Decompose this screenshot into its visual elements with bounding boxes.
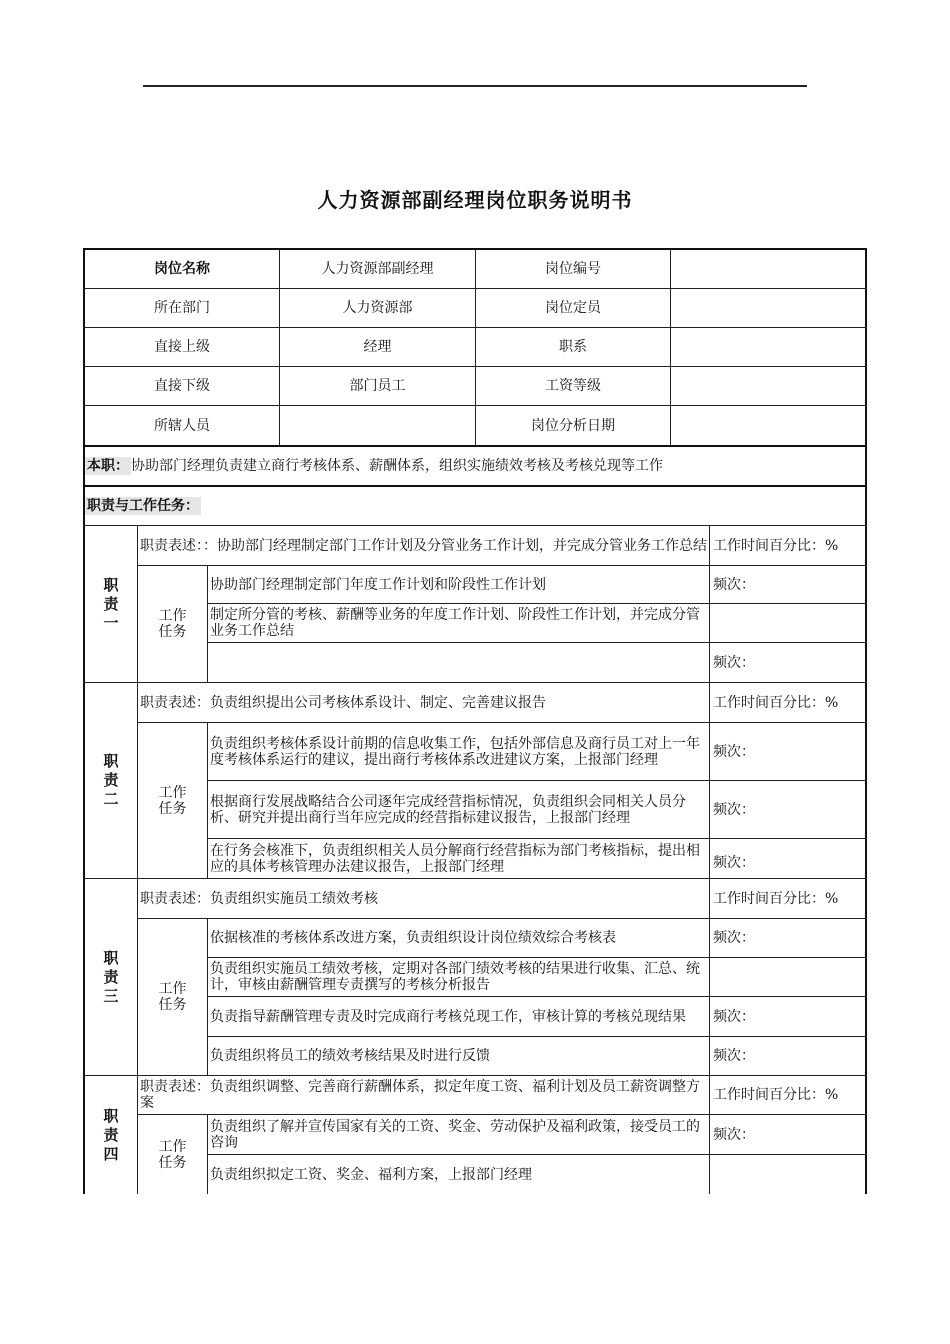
duty-1-label: 职 责 一 [103, 575, 119, 632]
label-job-family: 职系 [559, 339, 587, 355]
duty-3-task-4: 负责组织将员工的绩效考核结果及时进行反馈 [210, 1048, 490, 1064]
value-position-code [671, 250, 865, 288]
summary-text: 协助部门经理负责建立商行考核体系、薪酬体系，组织实施绩效考核及考核兑现等工作 [131, 458, 663, 474]
duty-1-description: 职责表述：：协助部门经理制定部门工作计划及分管业务工作计划，并完成分管业务工作总结 [140, 537, 707, 554]
duty-2-task-1-frequency: 频次： [713, 743, 755, 760]
duty-3-task-1: 依据核准的考核体系改进方案，负责组织设计岗位绩效综合考核表 [210, 930, 616, 946]
value-job-family [671, 328, 865, 366]
value-analysis-date [671, 406, 865, 445]
duty-3-task-1-frequency: 频次： [713, 930, 755, 946]
duty-1-task-1: 协助部门经理制定部门年度工作计划和阶段性工作计划 [210, 576, 546, 593]
label-salary-grade: 工资等级 [545, 378, 601, 394]
value-salary-grade [671, 367, 865, 405]
duty-3-task-3-frequency: 频次： [713, 1008, 755, 1025]
value-direct-superior: 经理 [363, 339, 392, 355]
label-direct-superior: 直接上级 [154, 339, 210, 355]
page-title: 人力资源部副经理岗位职务说明书 [317, 188, 633, 212]
duty-2-percentage: 工作时间百分比：% [713, 694, 839, 711]
duty-4-task-1-frequency: 频次： [713, 1126, 755, 1143]
duty-4-task-1: 负责组织了解并宣传国家有关的工资、奖金、劳动保护及福利政策，接受员工的咨询 [210, 1118, 700, 1151]
value-staff-under [280, 406, 475, 445]
summary-label: 本职： [87, 458, 129, 474]
label-position-name: 岗位名称 [154, 261, 210, 277]
duty-1-task-1-frequency: 频次： [713, 576, 755, 593]
duties-header-row [85, 487, 865, 525]
value-position-name: 人力资源部副经理 [321, 261, 434, 277]
label-staff-under: 所辖人员 [154, 417, 210, 434]
header-rule [143, 85, 807, 87]
duty-3-task-label: 工作 任务 [158, 981, 187, 1013]
duty-1-task-2: 制定所分管的考核、薪酬等业务的年度工作计划、阶段性工作计划，并完成分管业务工作总结 [210, 607, 700, 639]
duty-4-task-label: 工作 任务 [158, 1138, 187, 1171]
duty-4-percentage: 工作时间百分比：% [713, 1087, 839, 1103]
value-direct-subordinate: 部门员工 [349, 378, 406, 394]
duty-2-task-label: 工作 任务 [158, 784, 187, 817]
duty-3-task-4-frequency: 频次： [713, 1048, 755, 1064]
duty-3-description: 职责表述：负责组织实施员工绩效考核 [140, 890, 378, 907]
duty-2-task-1: 负责组织考核体系设计前期的信息收集工作，包括外部信息及商行员工对上一年度考核体系运行的建议，提出商行考核体系改进建议方案，上报部门经理 [210, 735, 700, 768]
label-position-code: 岗位编号 [545, 261, 601, 277]
duty-2-task-2: 根据商行发展战略结合公司逐年完成经营指标情况，负责组织会同相关人员分析、研究并提出商行当年应完成的经营指标建议报告，上报部门经理 [210, 793, 686, 826]
duty-2-task-2-frequency: 频次： [713, 801, 755, 818]
summary-row [85, 447, 865, 485]
duty-4-label: 职 责 四 [103, 1106, 119, 1163]
label-direct-subordinate: 直接下级 [154, 378, 210, 394]
duty-2-task-3-frequency: 频次： [713, 854, 755, 871]
duty-4-description: 职责表述：负责组织调整、完善商行薪酬体系，拟定年度工资、福利计划及员工薪资调整方案 [140, 1079, 700, 1111]
duty-3-percentage: 工作时间百分比：% [713, 890, 839, 907]
label-analysis-date: 岗位分析日期 [531, 417, 615, 434]
duty-3-task-3: 负责指导薪酬管理专责及时完成商行考核兑现工作，审核计算的考核兑现结果 [210, 1008, 686, 1025]
duties-header: 职责与工作任务： [87, 498, 199, 514]
duty-1-percentage: 工作时间百分比：% [713, 537, 839, 554]
duty-1-task-3 [210, 643, 708, 682]
duty-2-description: 职责表述：负责组织提出公司考核体系设计、制定、完善建议报告 [140, 694, 546, 711]
duty-4-task-2: 负责组织拟定工资、奖金、福利方案，上报部门经理 [210, 1166, 532, 1183]
label-department: 所在部门 [154, 300, 210, 316]
duty-1-task-label: 工作 任务 [158, 608, 187, 640]
duty-1-task-3-frequency: 频次： [713, 654, 755, 671]
duty-3-label: 职 责 三 [103, 948, 119, 1005]
value-department: 人力资源部 [342, 300, 413, 316]
duty-3-task-2: 负责组织实施员工绩效考核，定期对各部门绩效考核的结果进行收集、汇总、统计，审核由薪酬管理专责撰写的考核分析报告 [210, 961, 700, 993]
label-headcount: 岗位定员 [545, 300, 601, 316]
duty-2-label: 职 责 二 [103, 752, 119, 808]
value-headcount [671, 289, 865, 327]
duty-2-task-3: 在行务会核准下，负责组织相关人员分解商行经营指标为部门考核指标，提出相应的具体考核管理办法建议报告，上报部门经理 [210, 842, 700, 875]
